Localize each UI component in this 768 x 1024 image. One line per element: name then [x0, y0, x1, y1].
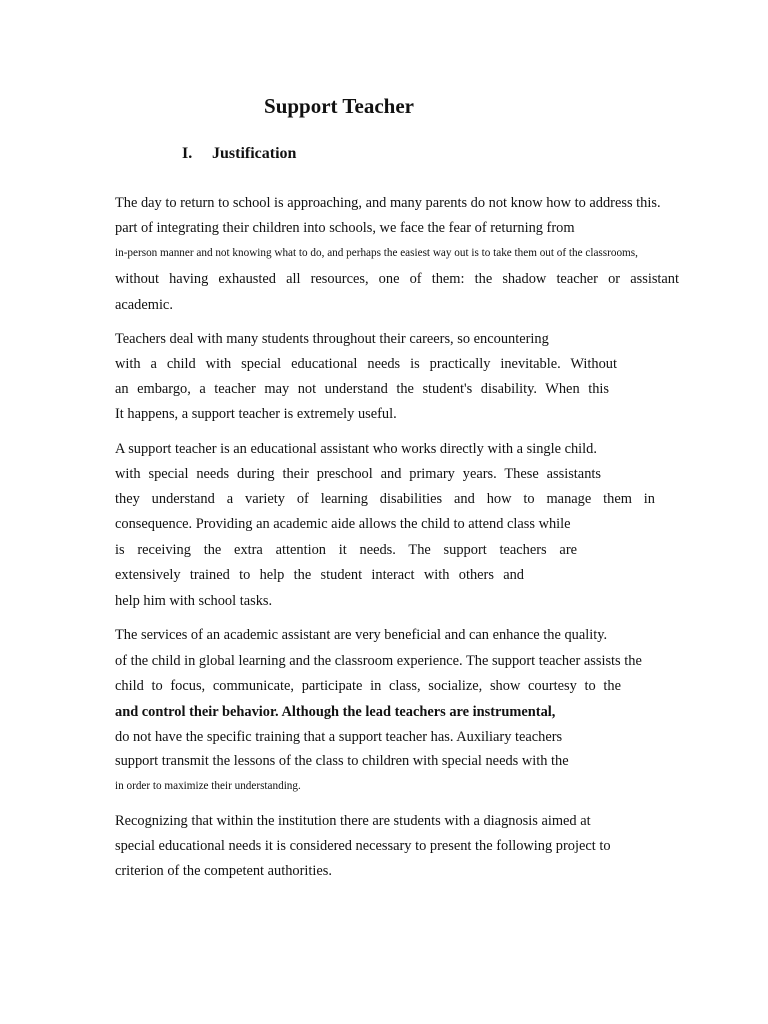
text-line: is receiving the extra attention it needs. The support teachers are	[115, 542, 577, 558]
text-line: part of integrating their children into schools, we face the fear of returning from	[115, 220, 575, 236]
text-line: help him with school tasks.	[115, 593, 273, 609]
text-line: with a child with special educational needs is practically inevitable. Without	[115, 356, 617, 372]
text-line: in order to maximize their understanding.	[115, 780, 301, 792]
text-line: without having exhausted all resources, one of them: the shadow teacher or assistant	[115, 271, 679, 287]
text-line: A support teacher is an educational assistant who works directly with a single child.	[115, 441, 597, 457]
text-line: academic.	[115, 297, 173, 313]
text-line: and control their behavior. Although the lead teachers are instrumental,	[115, 704, 556, 720]
text-line: support transmit the lessons of the class to children with special needs with the	[115, 753, 569, 769]
page-title: Support Teacher	[264, 94, 414, 118]
text-line: do not have the specific training that a support teacher has. Auxiliary teachers	[115, 729, 563, 745]
text-line: Recognizing that within the institution there are students with a diagnosis aimed at	[115, 813, 591, 829]
text-line: criterion of the competent authorities.	[115, 863, 332, 879]
text-line: an embargo, a teacher may not understand the student's disability. When this	[115, 381, 609, 397]
text-line: with special needs during their preschool and primary years. These assistants	[115, 466, 601, 482]
text-line: The services of an academic assistant are very beneficial and can enhance the quality.	[115, 627, 608, 643]
text-line: in-person manner and not knowing what to do, and perhaps the easiest way out is to take them out of the classrooms,	[115, 247, 638, 259]
text-line: special educational needs it is considered necessary to present the following project to	[115, 838, 611, 854]
text-line: of the child in global learning and the classroom experience. The support teacher assists the	[115, 653, 642, 669]
text-line: extensively trained to help the student interact with others and	[115, 567, 524, 583]
section-heading	[182, 145, 296, 163]
text-line: they understand a variety of learning disabilities and how to manage them in	[115, 491, 655, 507]
section-title: Justification	[212, 145, 297, 162]
text-line: It happens, a support teacher is extremely useful.	[115, 406, 397, 422]
section-number: I.	[182, 145, 193, 162]
text-line: consequence. Providing an academic aide allows the child to attend class while	[115, 516, 571, 532]
text-line: Teachers deal with many students throughout their careers, so encountering	[115, 331, 549, 347]
text-line: The day to return to school is approaching, and many parents do not know how to address this.	[115, 195, 661, 211]
text-line: child to focus, communicate, participate in class, socialize, show courtesy to the	[115, 678, 621, 694]
